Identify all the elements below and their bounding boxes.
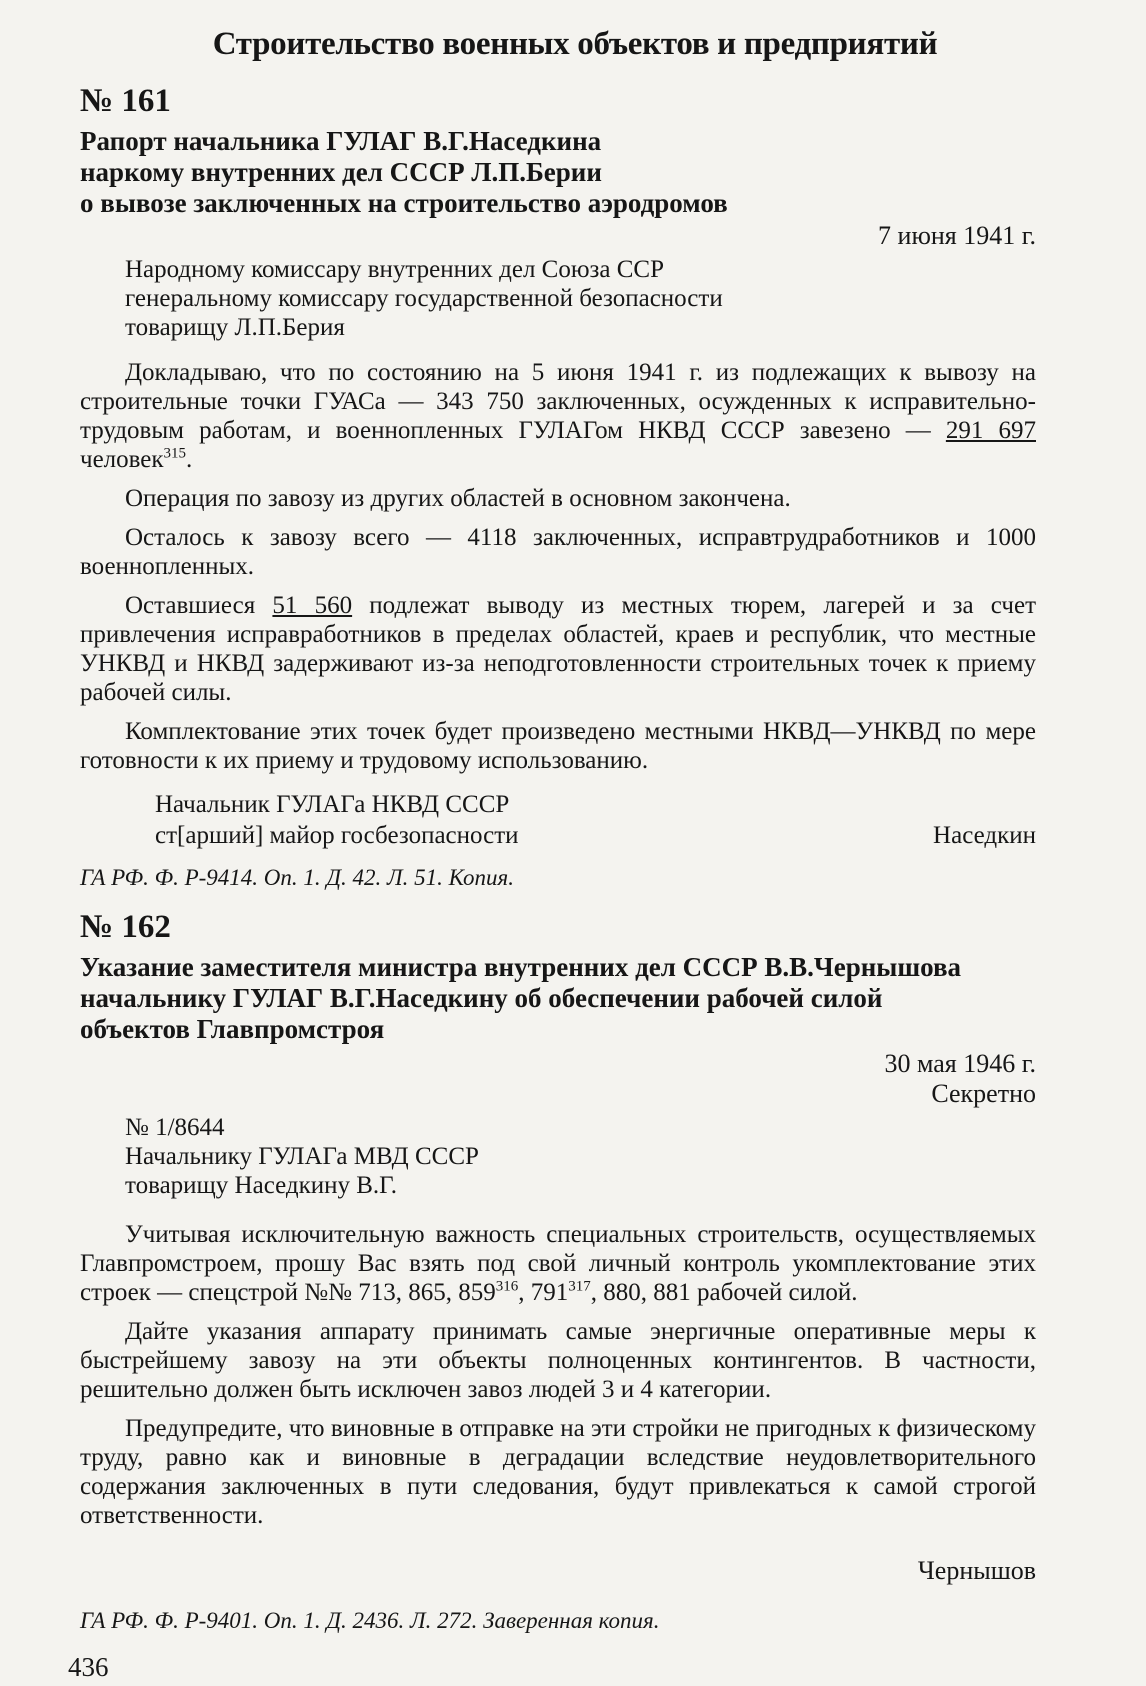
paragraph (80, 591, 1036, 707)
footnote-ref: 316 (495, 1278, 519, 1295)
running-head: Строительство военных объектов и предприятий (212, 26, 938, 62)
addressee-line: товарищу Наседкину В.Г. (125, 1172, 398, 1199)
document-title (80, 952, 1050, 1045)
paragraph: Операция по завозу из других областей в основном закончена. (125, 485, 791, 512)
text-run: человек (80, 446, 164, 473)
title-line: о вывозе заключенных на строительство аэродромов (80, 188, 728, 218)
document-date: 7 июня 1941 г. (878, 221, 1036, 250)
document-date: 30 мая 1946 г. (884, 1049, 1036, 1078)
addressee-line: Начальнику ГУЛАГа МВД СССР (125, 1143, 479, 1170)
text-run: , 791 (518, 1279, 569, 1306)
underlined-number: 291 697 (945, 417, 1036, 444)
text-run: подлежат выводу из местных тюрем, лагерей и за счет привлечения исправработников в пределах областей, краев и республик, что местные УНКВД и НКВД задерживают из-за неподготовленности строительных точек к приему рабочей силы. (80, 592, 1036, 706)
page (60, 26, 1050, 1683)
document-number: № 161 (80, 83, 171, 119)
paragraph (80, 358, 1036, 474)
signature-name: Наседкин (933, 822, 1036, 849)
signature-block (155, 789, 1036, 851)
paragraph: Осталось к завозу всего — 4118 заключенных, исправтрудработников и 1000 военнопленных. (80, 524, 1036, 580)
title-line: Указание заместителя министра внутренних дел СССР В.В.Чернышова (80, 952, 962, 982)
addressee (125, 255, 1050, 342)
signature-name: Чернышов (917, 1556, 1036, 1585)
title-line: Рапорт начальника ГУЛАГ В.Г.Наседкина (80, 126, 602, 156)
signature-position: ст[арший] майор госбезопасности (155, 822, 519, 849)
footnote-ref: 315 (163, 445, 187, 462)
underlined-number: 51 560 (272, 592, 353, 619)
registration-number: № 1/8644 (125, 1114, 225, 1141)
title-line: объектов Главпромстроя (80, 1014, 385, 1044)
document-161 (60, 83, 1050, 891)
page-number: 436 (68, 1652, 109, 1682)
paragraph: Предупредите, что виновные в отправке на эти стройки не пригодных к физическому труду, равно как и виновные в деградации вследствие неудовлетворительного содержания заключенных в пути следования, будут привлекаться к самой строгой ответственности. (80, 1415, 1036, 1529)
document-162 (60, 909, 1050, 1634)
title-line: наркому внутренних дел СССР Л.П.Берии (80, 157, 602, 187)
paragraph: Дайте указания аппарату принимать самые энергичные оперативные меры к быстрейшему завозу на эти объекты полноценных контингентов. В частности, решительно должен быть исключен завоз людей 3 и 4 категории. (80, 1318, 1036, 1403)
text-run: Оставшиеся (125, 592, 273, 619)
text-run: , 880, 881 рабочей силой. (590, 1279, 858, 1306)
paragraph: Комплектование этих точек будет произведено местными НКВД—УНКВД по мере готовности к их приему и трудовому использованию. (80, 718, 1036, 774)
addressee-line: Народному комиссару внутренних дел Союза ССР (125, 256, 665, 283)
addressee-line: товарищу Л.П.Берия (125, 314, 345, 341)
document-title (80, 126, 1050, 219)
signature-position: Начальник ГУЛАГа НКВД СССР (155, 791, 510, 818)
classification-mark: Секретно (931, 1079, 1036, 1108)
archive-source: ГА РФ. Ф. Р-9414. Оп. 1. Д. 42. Л. 51. Копия. (80, 865, 514, 890)
archive-source: ГА РФ. Ф. Р-9401. Оп. 1. Д. 2436. Л. 272. Заверенная копия. (80, 1608, 660, 1633)
text-run: Учитывая исключительную важность специальных строительств, осуществляемых Главпромстроем, прошу Вас взять под свой личный контроль укомплектование этих строек — спецстрой №№ 713, 865, 859 (80, 1221, 1036, 1306)
title-line: начальнику ГУЛАГ В.Г.Наседкину об обеспечении рабочей силой (80, 983, 883, 1013)
text-run: Докладываю, что по состоянию на 5 июня 1941 г. из подлежащих к вывозу на строительные точки ГУАСа — 343 750 заключенных, осужденных к исправительно-трудовым работам, и военнопленных ГУЛАГом НКВД СССР завезено — (80, 359, 1036, 444)
addressee-line: генеральному комиссару государственной безопасности (125, 285, 723, 312)
text-run: . (186, 446, 193, 473)
footnote-ref: 317 (568, 1278, 591, 1295)
addressee (125, 1142, 1050, 1200)
signature-row (155, 820, 1036, 851)
document-number: № 162 (80, 909, 171, 945)
paragraph (80, 1220, 1036, 1307)
